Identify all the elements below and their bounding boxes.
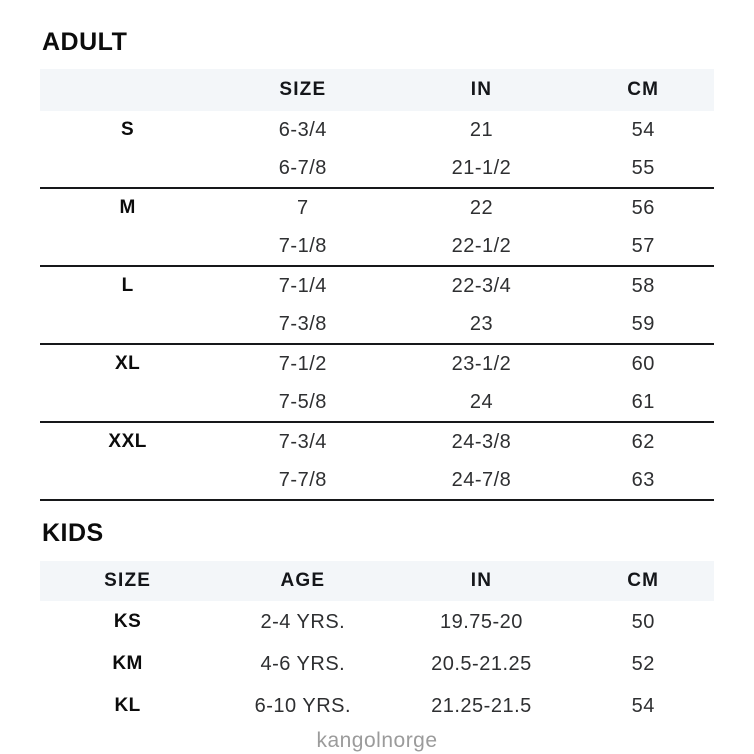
hat-size-value: 7-1/2 [278, 352, 327, 375]
hat-size-value: 7-1/8 [278, 234, 327, 257]
kids-header-cm: CM [627, 570, 660, 591]
cm-value: 56 [631, 196, 655, 219]
size-label: M [119, 197, 136, 218]
adult-size-group-l [40, 267, 714, 345]
inches-value: 21 [469, 118, 494, 141]
hat-size-value: 7-1/4 [278, 274, 327, 297]
adult-header-in: IN [470, 79, 493, 100]
table-row [40, 111, 714, 149]
inches-value: 22-3/4 [451, 274, 512, 297]
cm-value: 58 [631, 274, 655, 297]
table-row [40, 189, 714, 227]
cm-value: 59 [631, 312, 655, 335]
inches-value: 24 [469, 390, 494, 413]
cm-value: 54 [631, 118, 655, 141]
hat-size-value: 7 [297, 196, 309, 219]
hat-size-value: 7-3/8 [278, 312, 327, 335]
table-row [40, 227, 714, 265]
table-row [40, 305, 714, 343]
size-label: XXL [108, 431, 147, 452]
adult-header-size: SIZE [279, 79, 327, 100]
size-label: KL [114, 695, 141, 716]
adult-size-group-xl [40, 345, 714, 423]
hat-size-value: 7-3/4 [278, 430, 327, 453]
hat-size-value: 7-7/8 [278, 468, 327, 491]
size-label: L [121, 275, 134, 296]
adult-size-group-s [40, 111, 714, 189]
table-row [40, 383, 714, 421]
size-label: XL [114, 353, 141, 374]
inches-value: 24-3/8 [451, 430, 512, 453]
inches-value: 22 [469, 196, 494, 219]
inches-value: 19.75-20 [439, 610, 523, 633]
inches-value: 21.25-21.5 [431, 694, 532, 717]
cm-value: 62 [631, 430, 655, 453]
inches-value: 24-7/8 [451, 468, 512, 491]
cm-value: 60 [631, 352, 655, 375]
cm-value: 63 [631, 468, 655, 491]
inches-value: 23 [469, 312, 494, 335]
kids-table-header-row [40, 561, 714, 601]
table-row [40, 423, 714, 461]
table-row [40, 345, 714, 383]
table-row [40, 643, 714, 685]
inches-value: 20.5-21.25 [431, 652, 532, 675]
table-row [40, 461, 714, 499]
kids-size-table [40, 561, 714, 727]
table-row [40, 601, 714, 643]
kids-header-in: IN [470, 570, 493, 591]
adult-size-group-m [40, 189, 714, 267]
cm-value: 52 [631, 652, 655, 675]
hat-size-value: 7-5/8 [278, 390, 327, 413]
size-label: KM [112, 653, 143, 674]
cm-value: 54 [631, 694, 655, 717]
kids-header-size: SIZE [104, 570, 152, 591]
adult-table-header-row [40, 69, 714, 111]
adult-header-cm: CM [627, 79, 660, 100]
table-row [40, 267, 714, 305]
hat-size-value: 6-7/8 [278, 156, 327, 179]
cm-value: 61 [631, 390, 655, 413]
age-value: 4-6 YRS. [260, 652, 346, 675]
table-row [40, 685, 714, 727]
adult-size-table [40, 69, 714, 501]
size-label: S [121, 119, 135, 140]
cm-value: 57 [631, 234, 655, 257]
adult-size-group-xxl [40, 423, 714, 501]
brand-watermark: kangolnorge [316, 729, 438, 752]
kids-section-title: KIDS [42, 519, 104, 547]
inches-value: 22-1/2 [451, 234, 512, 257]
age-value: 6-10 YRS. [254, 694, 352, 717]
hat-size-value: 6-3/4 [278, 118, 327, 141]
cm-value: 55 [631, 156, 655, 179]
table-row [40, 149, 714, 187]
adult-section-title: ADULT [42, 28, 128, 56]
inches-value: 23-1/2 [451, 352, 512, 375]
size-label: KS [113, 611, 142, 632]
age-value: 2-4 YRS. [260, 610, 346, 633]
inches-value: 21-1/2 [451, 156, 512, 179]
kids-header-age: AGE [280, 570, 326, 591]
cm-value: 50 [631, 610, 655, 633]
